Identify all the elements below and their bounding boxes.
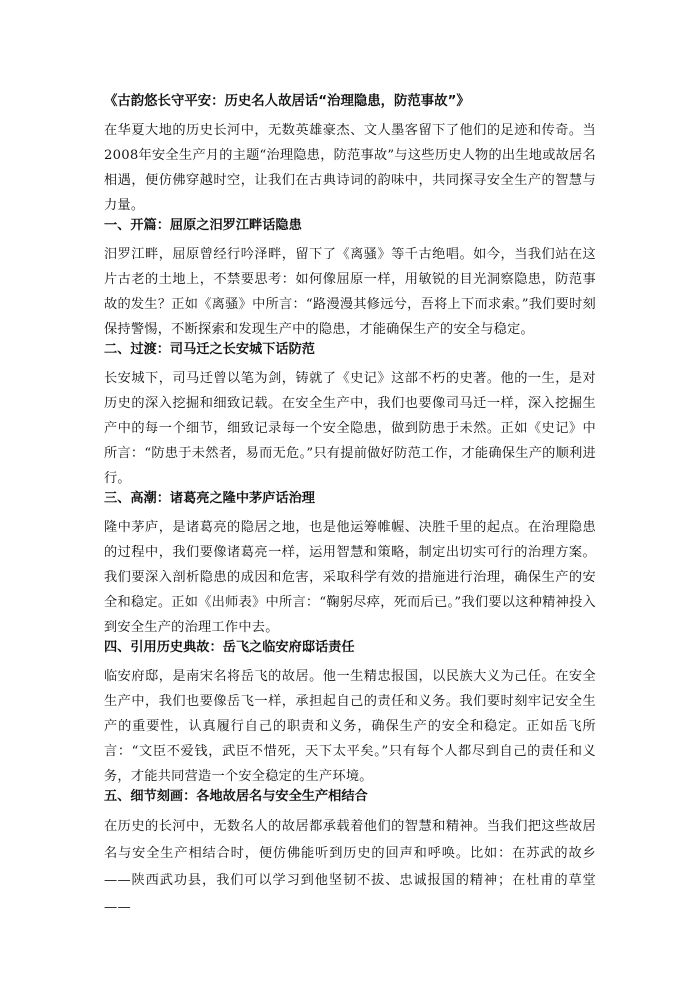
document-page	[104, 92, 596, 921]
section-body-2: 长安城下，司马迁曾以笔为剑，铸就了《史记》这部不朽的史著。他的一生，是对历史的深入挖掘和细致记载。在安全生产中，我们也要像司马迁一样，深入挖掘生产中的每一个细节，细致记录每一个安全隐患，做到防患于未然。正如《史记》中所言：“防患于未然者，易而无危。”只有提前做好防范工作，才能确保生产的顺利进行。	[104, 371, 596, 486]
section-heading-4: 四、引用历史典故：岳飞之临安府邸话责任	[104, 640, 355, 655]
section-body-5: 在历史的长河中，无数名人的故居都承载着他们的智慧和精神。当我们把这些故居名与安全生产相结合时，便仿佛能听到历史的回声和呼唤。比如：在苏武的故乡——陕西武功县，我们可以学习到他坚韧不拔、忠诚报国的精神；在杜甫的草堂——	[104, 819, 596, 915]
document-title: 《古韵悠长守平安：历史名人故居话“治理隐患，防范事故”》	[104, 94, 470, 109]
section-body-1: 汨罗江畔，屈原曾经行吟泽畔，留下了《离骚》等千古绝唱。如今，当我们站在这片古老的土地上，不禁要思考：如何像屈原一样，用敏锐的目光洞察隐患，防范事故的发生？正如《离骚》中所言：“路漫漫其修远兮，吾将上下而求索。”我们要时刻保持警惕，不断探索和发现生产中的隐患，才能确保生产的安全与稳定。	[104, 247, 596, 337]
section-body-4: 临安府邸，是南宋名将岳飞的故居。他一生精忠报国，以民族大义为己任。在安全生产中，我们也要像岳飞一样，承担起自己的责任和义务。我们要时刻牢记安全生产的重要性，认真履行自己的职责和义务，确保生产的安全和稳定。正如岳飞所言：“文臣不爱钱，武臣不惜死，天下太平矣。”只有每个人都尽到自己的责任和义务，才能共同营造一个安全稳定的生产环境。	[104, 669, 596, 784]
section-heading-1: 一、开篇：屈原之汨罗江畔话隐患	[104, 218, 302, 233]
section-body-3: 隆中茅庐，是诸葛亮的隐居之地，也是他运筹帷幄、决胜千里的起点。在治理隐患的过程中，我们要像诸葛亮一样，运用智慧和策略，制定出切实可行的治理方案。我们要深入剖析隐患的成因和危害，采取科学有效的措施进行治理，确保生产的安全和稳定。正如《出师表》中所言：“鞠躬尽瘁，死而后已。”我们要以这种精神投入到安全生产的治理工作中去。	[104, 520, 596, 635]
section-heading-2: 二、过渡：司马迁之长安城下话防范	[104, 342, 315, 357]
section-heading-3: 三、高潮：诸葛亮之隆中茅庐话治理	[104, 491, 315, 506]
intro-paragraph: 在华夏大地的历史长河中，无数英雄豪杰、文人墨客留下了他们的足迹和传奇。当2008年安全生产月的主题“治理隐患，防范事故”与这些历史人物的出生地或故居名相遇，便仿佛穿越时空，让我们在古典诗词的韵味中，共同探寻安全生产的智慧与力量。	[104, 123, 596, 213]
section-heading-5: 五、细节刻画：各地故居名与安全生产相结合	[104, 789, 368, 804]
